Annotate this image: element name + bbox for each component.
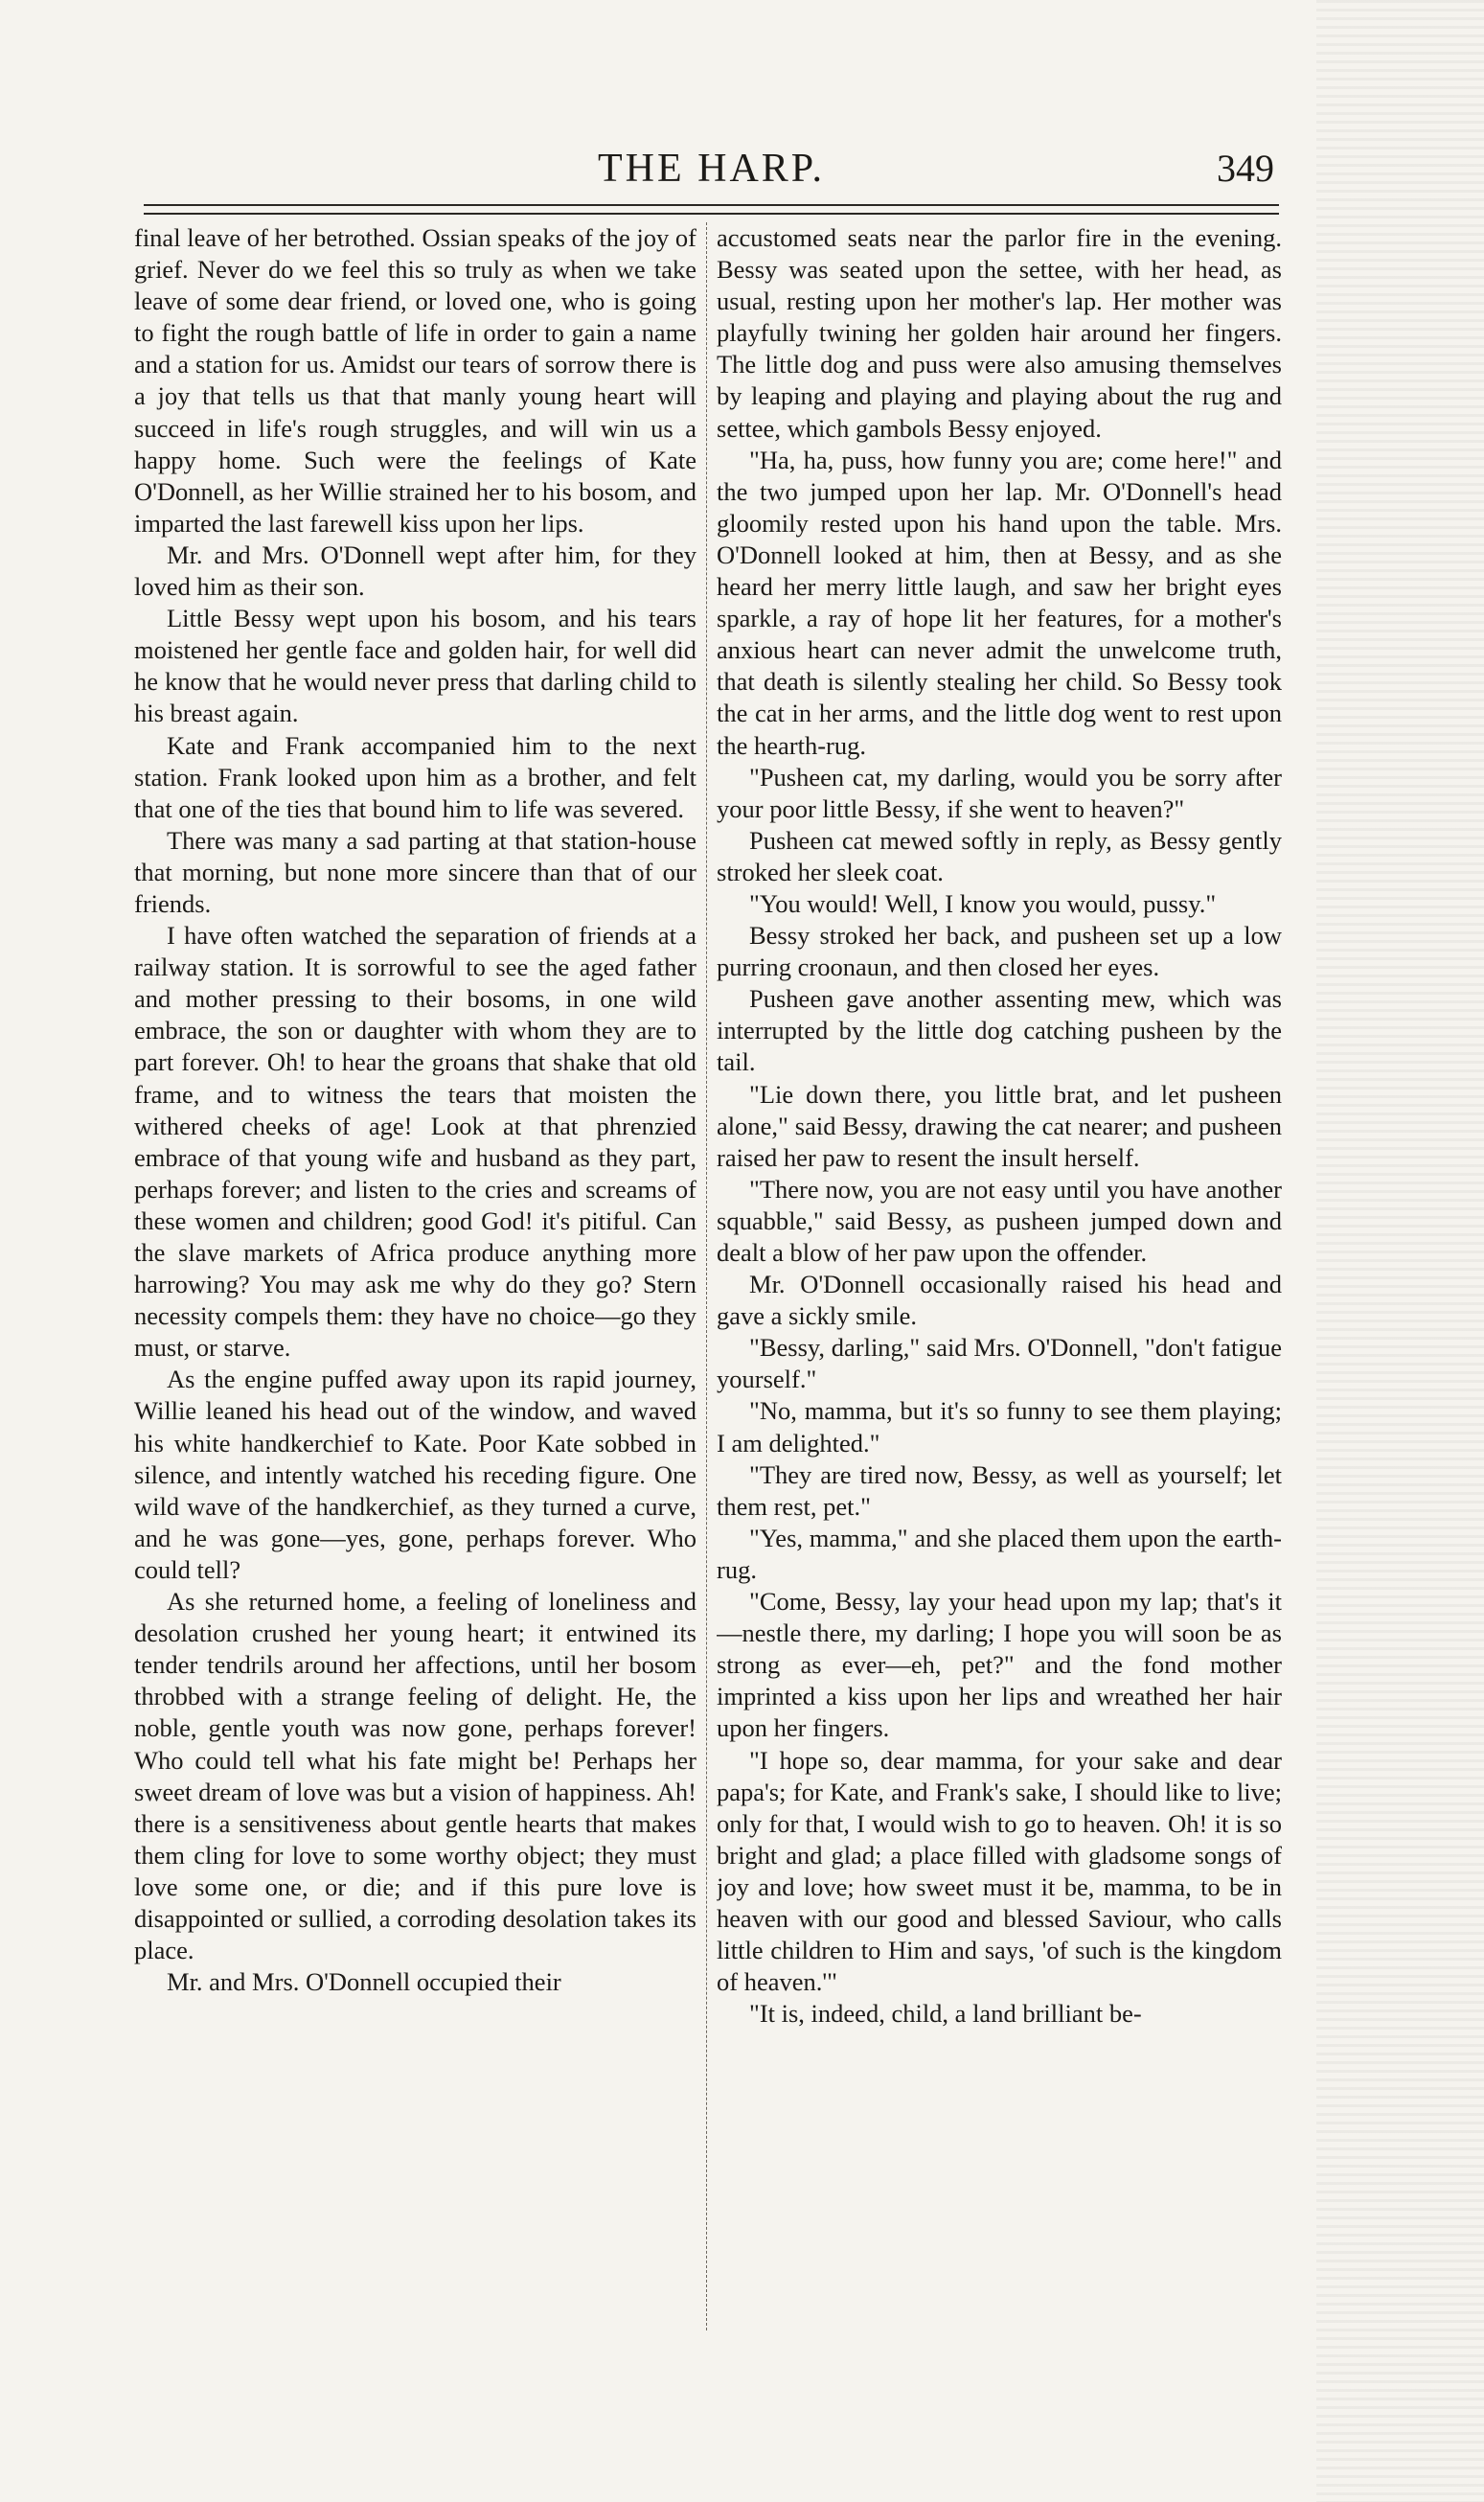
paragraph: "No, mamma, but it's so funny to see them playing; I am delighted." <box>717 1396 1282 1458</box>
column-divider <box>706 222 707 2330</box>
paragraph: "Come, Bessy, lay your head upon my lap; that's it—nestle there, my darling; I hope you will soon be as strong as ever—eh, pet?" and the fond mother imprinted a kiss upon her lips and wreathed her hair upon her fingers. <box>717 1587 1282 1743</box>
paragraph: "Ha, ha, puss, how funny you are; come here!" and the two jumped upon her lap. Mr. O'Donnell's head gloomily rested upon his hand upon the table. Mrs. O'Donnell looked at him, then at Bessy, and as she heard her merry little laugh, and saw her bright eyes sparkle, a ray of hope lit her features, for a mother's anxious heart can never admit the unwelcome truth, that death is silently stealing her child. So Bessy took the cat in her arms, and the little dog went to rest upon the hearth-rug. <box>717 445 1282 760</box>
paragraph: accustomed seats near the parlor fire in the evening. Bessy was seated upon the settee, with her head, as usual, resting upon her mother's lap. Her mother was playfully twining her golden hair around her fingers. The little dog and puss were also amusing themselves by leaping and playing and playing about the rug and settee, which gambols Bessy enjoyed. <box>717 223 1282 443</box>
page-header <box>139 144 1284 195</box>
paragraph: "Yes, mamma," and she placed them upon the earth-rug. <box>717 1523 1282 1584</box>
paragraph: Kate and Frank accompanied him to the next station. Frank looked upon him as a brother, and felt that one of the ties that bound him to life was severed. <box>134 730 696 823</box>
paragraph: "There now, you are not easy until you have another squabble," said Bessy, as pusheen jumped down and dealt a blow of her paw upon the offender. <box>717 1174 1282 1267</box>
right-column <box>717 222 1282 2340</box>
paragraph: Pusheen cat mewed softly in reply, as Bessy gently stroked her sleek coat. <box>717 825 1282 886</box>
paragraph: "I hope so, dear mamma, for your sake and dear papa's; for Kate, and Frank's sake, I should like to live; only for that, I would wish to go to heaven. Oh! it is so bright and glad; a place filled with gladsome songs of joy and love; how sweet must it be, mamma, to be in heaven with our good and blessed Saviour, who calls little children to Him and says, 'of such is the kingdom of heaven.'" <box>717 1745 1282 1997</box>
paragraph: Bessy stroked her back, and pusheen set up a low purring croonaun, and then closed her eyes. <box>717 921 1282 982</box>
paragraph: "Lie down there, you little brat, and let pusheen alone," said Bessy, drawing the cat nearer; and pusheen raised her paw to resent the insult herself. <box>717 1079 1282 1172</box>
paragraph: "They are tired now, Bessy, as well as yourself; let them rest, pet." <box>717 1459 1282 1521</box>
header-rule-top <box>144 204 1279 206</box>
paragraph: "Pusheen cat, my darling, would you be sorry after your poor little Bessy, if she went to heaven?" <box>717 762 1282 823</box>
paragraph: Pusheen gave another assenting mew, which was interrupted by the little dog catching pusheen by the tail. <box>717 984 1282 1077</box>
paragraph: As the engine puffed away upon its rapid journey, Willie leaned his head out of the window, and waved his white handkerchief to Kate. Poor Kate sobbed in silence, and intently watched his receding figure. One wild wave of the handkerchief, as they turned a curve, and he was gone—yes, gone, perhaps forever. Who could tell? <box>134 1365 696 1584</box>
paragraph: "It is, indeed, child, a land brilliant be- <box>749 1999 1142 2029</box>
paragraph: There was many a sad parting at that station-house that morning, but none more sincere than that of our friends. <box>134 825 696 918</box>
paragraph: Mr. O'Donnell occasionally raised his head and gave a sickly smile. <box>717 1270 1282 1331</box>
paragraph: As she returned home, a feeling of loneliness and desolation crushed her young heart; it entwined its tender tendrils around her affections, until her bosom throbbed with a strange feeling of delight. He, the noble, gentle youth was now gone, perhaps forever! Who could tell what his fate might be! Perhaps her sweet dream of love was but a vision of happiness. Ah! there is a sensitiveness about gentle hearts that makes them cling for love to some worthy object; they must love some one, or die; and if this pure love is disappointed or sullied, a corroding desolation takes its place. <box>134 1587 696 1965</box>
paragraph: Little Bessy wept upon his bosom, and his tears moistened her gentle face and golden hair, for well did he know that he would never press that darling child to his breast again. <box>134 604 696 728</box>
page-title: THE HARP. <box>597 147 826 191</box>
paragraph: "You would! Well, I know you would, pussy." <box>749 888 1217 918</box>
paragraph: I have often watched the separation of friends at a railway station. It is sorrowful to see the aged father and mother pressing to their bosoms, in one wild embrace, the son or daughter with whom they are to part forever. Oh! to hear the groans that shake that old frame, and to witness the tears that moisten the withered cheeks of age! Look at that phrenzied embrace of that young wife and husband as they part, perhaps forever; and listen to the cries and screams of these women and children; good God! it's pitiful. Can the slave markets of Africa produce anything more harrowing? You may ask me why do they go? Stern necessity compels them: they have no choice—go they must, or starve. <box>134 921 696 1363</box>
header-rule-bottom <box>144 213 1279 215</box>
paragraph: final leave of her betrothed. Ossian speaks of the joy of grief. Never do we feel this so truly as when we take leave of some dear friend, or loved one, who is going to fight the rough battle of life in order to gain a name and a station for us. Amidst our tears of sorrow there is a joy that tells us that that manly young heart will succeed in life's rough struggles, and will win us a happy home. Such were the feelings of Kate O'Donnell, as her Willie strained her to his bosom, and imparted the last farewell kiss upon her lips. <box>134 223 696 538</box>
paragraph: Mr. and Mrs. O'Donnell wept after him, for they loved him as their son. <box>134 539 696 602</box>
page-edge-texture <box>1316 0 1484 2502</box>
page-number: 349 <box>1217 147 1274 190</box>
paragraph: "Bessy, darling," said Mrs. O'Donnell, "don't fatigue yourself." <box>717 1333 1282 1394</box>
paragraph: Mr. and Mrs. O'Donnell occupied their <box>167 1967 561 1997</box>
left-column <box>134 222 696 2340</box>
